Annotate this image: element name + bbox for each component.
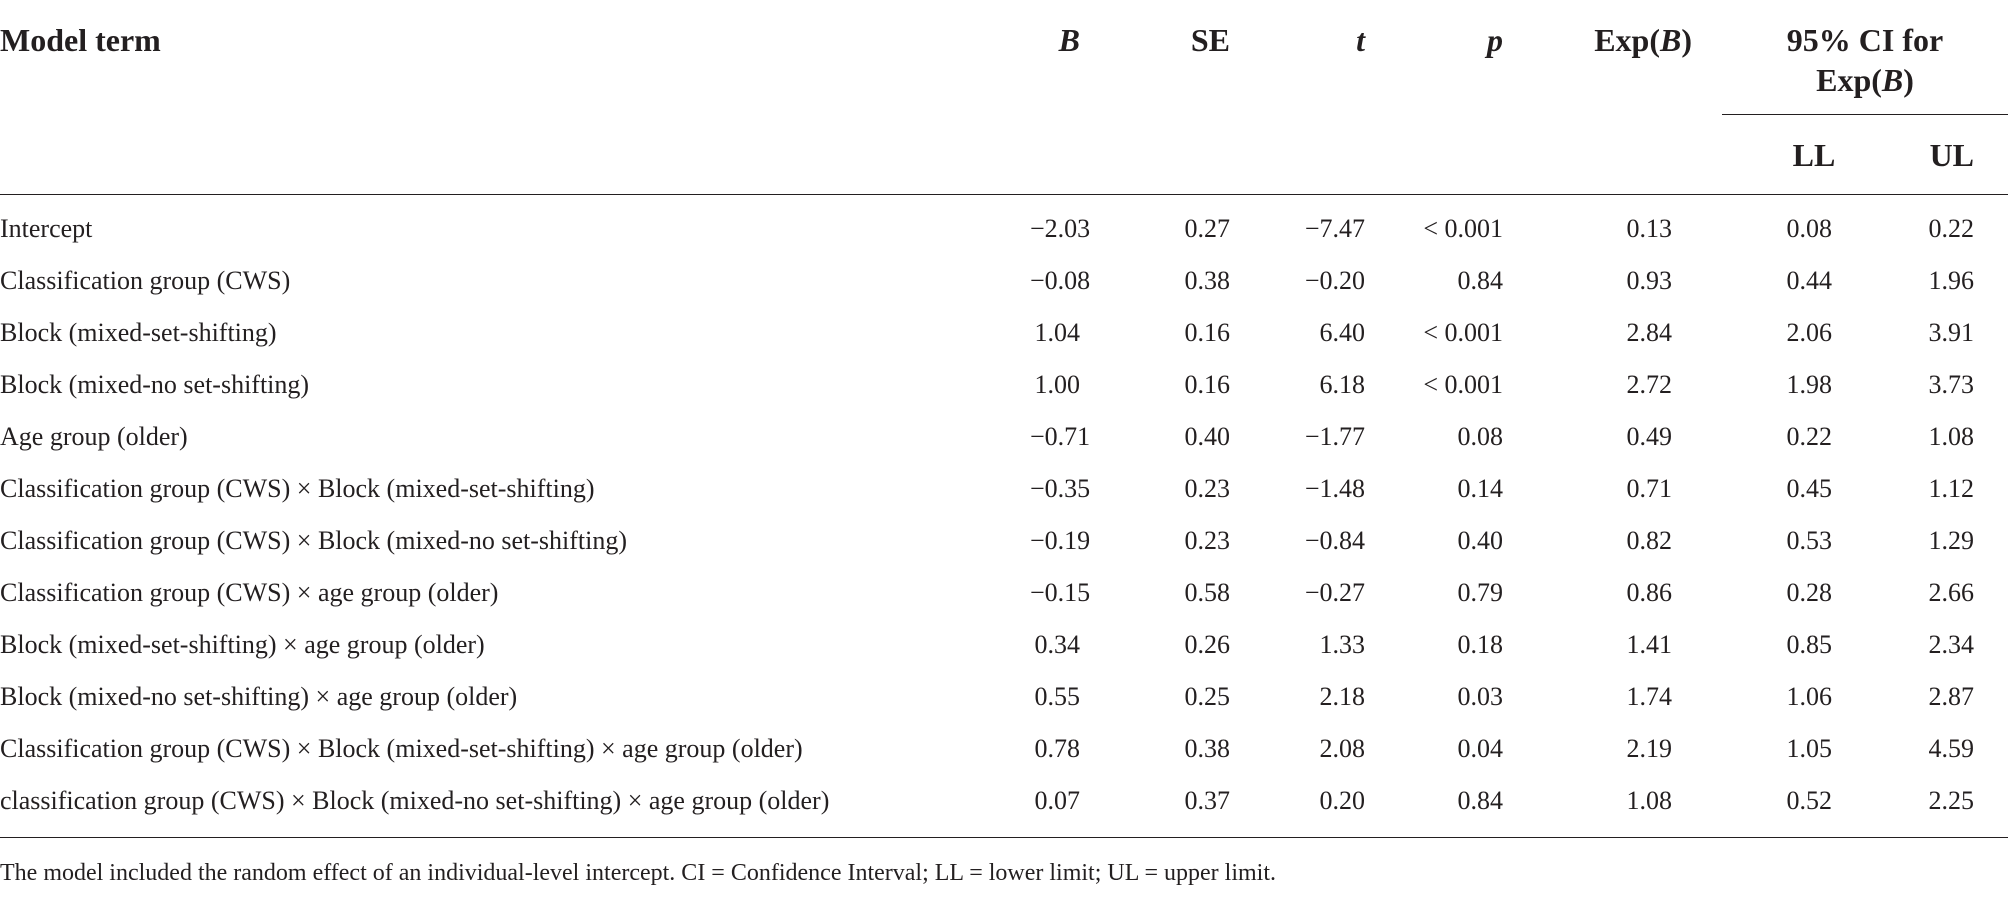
- cell-t: 2.08: [1319, 734, 1365, 763]
- cell-p: < 0.001: [1423, 214, 1503, 243]
- cell-term: Classification group (CWS) × Block (mixed-set-shifting) × age group (older): [0, 734, 803, 763]
- cell-exp-b: 1.41: [1626, 630, 1672, 659]
- cell-se: 0.38: [1184, 734, 1230, 763]
- table-row: [0, 723, 2008, 775]
- cell-p: 0.79: [1457, 578, 1503, 607]
- cell-b: −0.08: [1030, 266, 1091, 295]
- cell-se: 0.40: [1184, 422, 1230, 451]
- table-row: [0, 359, 2008, 411]
- cell-ll: 1.98: [1786, 370, 1832, 399]
- table-row: [0, 515, 2008, 567]
- cell-b: −0.15: [1030, 578, 1091, 607]
- header-se: SE: [1190, 22, 1230, 58]
- table-row: [0, 195, 2008, 256]
- cell-ul: 1.29: [1928, 526, 1975, 555]
- cell-p: 0.84: [1457, 266, 1503, 295]
- cell-term: Block (mixed-no set-shifting): [0, 370, 310, 399]
- cell-b: 0.55: [1034, 682, 1080, 711]
- header-ci: [1722, 0, 2008, 115]
- cell-ul: 2.66: [1928, 578, 1975, 607]
- cell-t: −1.77: [1304, 422, 1365, 451]
- table-row: [0, 463, 2008, 515]
- table-row: [0, 619, 2008, 671]
- cell-p: 0.03: [1457, 682, 1503, 711]
- cell-b: −0.71: [1030, 422, 1091, 451]
- cell-exp-b: 0.71: [1626, 474, 1672, 503]
- cell-se: 0.16: [1184, 318, 1230, 347]
- header-t: t: [1356, 22, 1365, 58]
- cell-se: 0.38: [1184, 266, 1230, 295]
- cell-ll: 0.52: [1786, 786, 1832, 815]
- cell-term: Intercept: [0, 214, 93, 243]
- cell-b: −2.03: [1030, 214, 1091, 243]
- cell-ul: 1.12: [1928, 474, 1975, 503]
- table-note: The model included the random effect of an individual-level intercept. CI = Confidence Interval; LL = lower limit; UL = upper limit.: [0, 860, 1276, 886]
- cell-exp-b: 1.08: [1626, 786, 1672, 815]
- cell-ll: 1.05: [1786, 734, 1832, 763]
- cell-b: −0.19: [1030, 526, 1091, 555]
- cell-p: 0.04: [1457, 734, 1503, 763]
- cell-exp-b: 2.72: [1626, 370, 1672, 399]
- cell-term: classification group (CWS) × Block (mixed-no set-shifting) × age group (older): [0, 786, 830, 815]
- cell-se: 0.16: [1184, 370, 1230, 399]
- cell-ul: 2.87: [1928, 682, 1975, 711]
- header-ci-line2: Exp(B): [1816, 62, 1914, 98]
- cell-se: 0.26: [1184, 630, 1230, 659]
- cell-term: Classification group (CWS) × Block (mixed-set-shifting): [0, 474, 595, 503]
- cell-exp-b: 0.49: [1626, 422, 1672, 451]
- cell-ul: 1.08: [1928, 422, 1975, 451]
- cell-exp-b: 0.82: [1626, 526, 1672, 555]
- cell-se: 0.58: [1184, 578, 1230, 607]
- cell-t: 1.33: [1319, 630, 1365, 659]
- cell-ul: 1.96: [1928, 266, 1975, 295]
- cell-ul: 0.22: [1928, 214, 1975, 243]
- cell-p: < 0.001: [1423, 318, 1503, 347]
- cell-term: Classification group (CWS): [0, 266, 291, 295]
- cell-ll: 2.06: [1786, 318, 1832, 347]
- cell-t: 2.18: [1319, 682, 1365, 711]
- cell-ll: 0.45: [1786, 474, 1832, 503]
- header-b: B: [1058, 22, 1080, 58]
- cell-ll: 0.22: [1786, 422, 1832, 451]
- cell-p: 0.14: [1457, 474, 1503, 503]
- cell-p: < 0.001: [1423, 370, 1503, 399]
- cell-exp-b: 2.19: [1626, 734, 1672, 763]
- cell-term: Classification group (CWS) × age group (older): [0, 578, 499, 607]
- cell-ul: 2.34: [1928, 630, 1975, 659]
- cell-p: 0.08: [1457, 422, 1503, 451]
- cell-se: 0.23: [1184, 474, 1230, 503]
- table-row: [0, 307, 2008, 359]
- header-ul: UL: [1929, 137, 1975, 173]
- cell-b: 0.34: [1034, 630, 1080, 659]
- table-row: [0, 567, 2008, 619]
- cell-ll: 1.06: [1786, 682, 1832, 711]
- header-ci-line1: 95% CI for: [1786, 22, 1944, 58]
- header-exp-b: Exp(B): [1594, 22, 1692, 58]
- cell-term: Block (mixed-no set-shifting) × age group (older): [0, 682, 518, 711]
- cell-exp-b: 1.74: [1626, 682, 1672, 711]
- cell-ul: 4.59: [1928, 734, 1975, 763]
- cell-se: 0.27: [1184, 214, 1230, 243]
- cell-p: 0.40: [1457, 526, 1503, 555]
- cell-t: −0.84: [1304, 526, 1365, 555]
- cell-ul: 3.91: [1928, 318, 1975, 347]
- cell-t: 6.18: [1319, 370, 1365, 399]
- cell-b: 0.07: [1034, 786, 1080, 815]
- cell-term: Block (mixed-set-shifting) × age group (older): [0, 630, 485, 659]
- cell-ll: 0.85: [1786, 630, 1832, 659]
- cell-se: 0.23: [1184, 526, 1230, 555]
- cell-exp-b: 0.93: [1626, 266, 1672, 295]
- cell-term: Classification group (CWS) × Block (mixed-no set-shifting): [0, 526, 628, 555]
- table-row: [0, 411, 2008, 463]
- cell-se: 0.37: [1184, 786, 1230, 815]
- cell-se: 0.25: [1184, 682, 1230, 711]
- cell-p: 0.84: [1457, 786, 1503, 815]
- cell-t: −7.47: [1304, 214, 1365, 243]
- cell-ul: 2.25: [1928, 786, 1975, 815]
- cell-ll: 0.28: [1786, 578, 1832, 607]
- cell-p: 0.18: [1457, 630, 1503, 659]
- table-body: [0, 195, 2008, 838]
- cell-b: 1.00: [1034, 370, 1080, 399]
- table-row: [0, 671, 2008, 723]
- cell-t: 6.40: [1319, 318, 1365, 347]
- header-ll: LL: [1792, 137, 1836, 173]
- table-row: [0, 775, 2008, 838]
- cell-b: 0.78: [1034, 734, 1080, 763]
- cell-ll: 0.53: [1786, 526, 1832, 555]
- cell-exp-b: 0.13: [1626, 214, 1672, 243]
- cell-exp-b: 0.86: [1626, 578, 1672, 607]
- header-model-term: Model term: [0, 22, 161, 58]
- cell-term: Block (mixed-set-shifting): [0, 318, 277, 347]
- cell-ll: 0.08: [1786, 214, 1832, 243]
- cell-t: −0.27: [1304, 578, 1365, 607]
- cell-b: 1.04: [1034, 318, 1080, 347]
- cell-ll: 0.44: [1786, 266, 1832, 295]
- cell-t: 0.20: [1319, 786, 1365, 815]
- table-row: [0, 255, 2008, 307]
- header-p: p: [1487, 22, 1503, 58]
- cell-t: −1.48: [1304, 474, 1365, 503]
- cell-b: −0.35: [1030, 474, 1091, 503]
- cell-ul: 3.73: [1928, 370, 1975, 399]
- cell-term: Age group (older): [0, 422, 188, 451]
- cell-exp-b: 2.84: [1626, 318, 1672, 347]
- cell-t: −0.20: [1304, 266, 1365, 295]
